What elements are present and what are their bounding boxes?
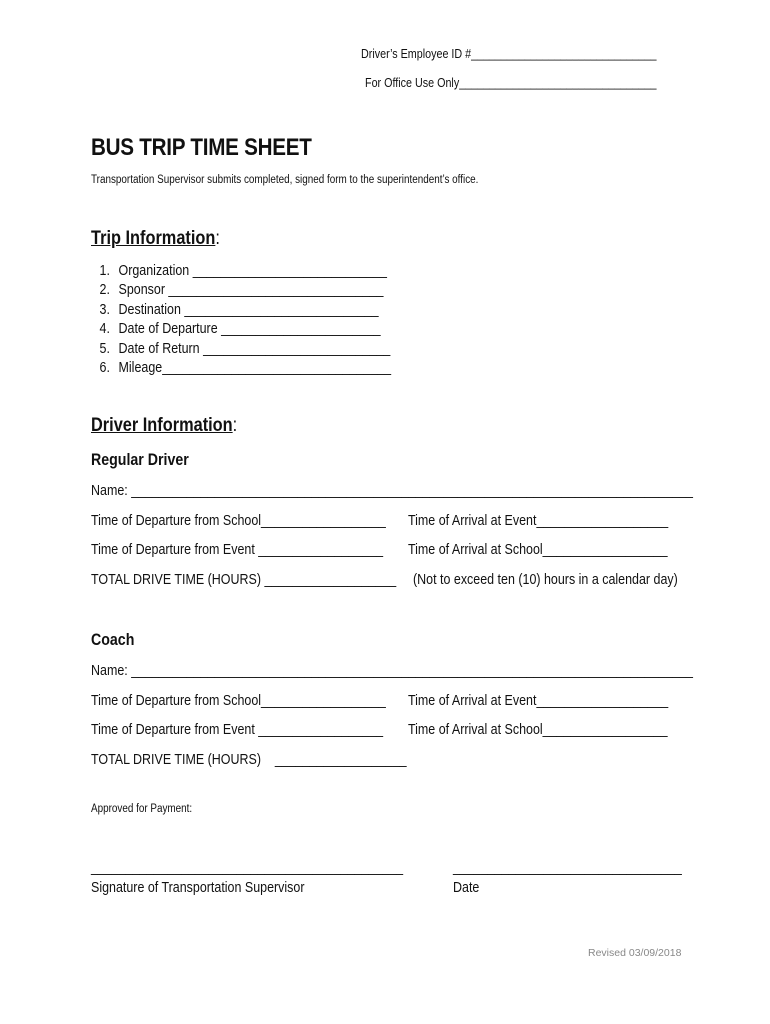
regular-total-drive-time-field[interactable]: TOTAL DRIVE TIME (HOURS) ___________________	[91, 572, 397, 588]
supervisor-signature-line[interactable]: _____________________________________________	[91, 860, 404, 876]
date-label: Date	[453, 880, 480, 896]
supervisor-signature-label: Signature of Transportation Supervisor	[91, 880, 305, 896]
coach-departure-event-field[interactable]: Time of Departure from Event __________________	[91, 722, 384, 738]
office-use-label: For Office Use Only_________________________________	[365, 76, 657, 90]
trip-info-heading: Trip Information:	[91, 228, 220, 249]
driver-info-heading: Driver Information:	[91, 415, 238, 436]
approved-for-payment-label: Approved for Payment:	[91, 803, 193, 815]
trip-item-return-date[interactable]: 5. Date of Return ___________________________	[99, 340, 391, 357]
coach-arrival-event-field[interactable]: Time of Arrival at Event___________________	[408, 693, 669, 709]
regular-arrival-school-field[interactable]: Time of Arrival at School__________________	[408, 542, 668, 558]
drive-time-limit-note: (Not to exceed ten (10) hours in a calendar day)	[413, 572, 678, 588]
trip-item-departure-date[interactable]: 4. Date of Departure _______________________	[99, 321, 381, 338]
regular-departure-school-field[interactable]: Time of Departure from School__________________	[91, 513, 386, 529]
regular-driver-name-field[interactable]: Name: _________________________________________________________________________________	[91, 483, 693, 499]
coach-heading: Coach	[91, 631, 135, 649]
employee-id-label: Driver’s Employee ID #_______________________________	[361, 47, 657, 61]
office-use-field[interactable]	[365, 76, 704, 90]
coach-departure-school-field[interactable]: Time of Departure from School__________________	[91, 693, 386, 709]
date-line[interactable]: _________________________________	[453, 860, 682, 876]
trip-item-sponsor[interactable]: 2. Sponsor _______________________________	[99, 282, 384, 299]
trip-item-organization[interactable]: 1. Organization ____________________________	[99, 263, 387, 279]
regular-departure-event-field[interactable]: Time of Departure from Event __________________	[91, 542, 384, 558]
trip-item-destination[interactable]: 3. Destination ____________________________	[99, 301, 379, 318]
regular-arrival-event-field[interactable]: Time of Arrival at Event___________________	[408, 513, 669, 529]
trip-info-list	[91, 262, 440, 378]
regular-driver-heading: Regular Driver	[91, 451, 189, 469]
coach-total-drive-time-field[interactable]: TOTAL DRIVE TIME (HOURS) ___________________	[91, 752, 407, 768]
employee-id-field[interactable]	[361, 47, 705, 61]
page-title: BUS TRIP TIME SHEET	[91, 134, 312, 161]
coach-arrival-school-field[interactable]: Time of Arrival at School__________________	[408, 722, 668, 738]
instruction-text: Transportation Supervisor submits completed, signed form to the superintendent’s office.	[91, 174, 479, 186]
trip-item-mileage[interactable]: 6. Mileage_________________________________	[99, 359, 392, 376]
revision-date: Revised 03/09/2018	[588, 947, 682, 959]
coach-name-field[interactable]: Name: _________________________________________________________________________________	[91, 663, 693, 679]
